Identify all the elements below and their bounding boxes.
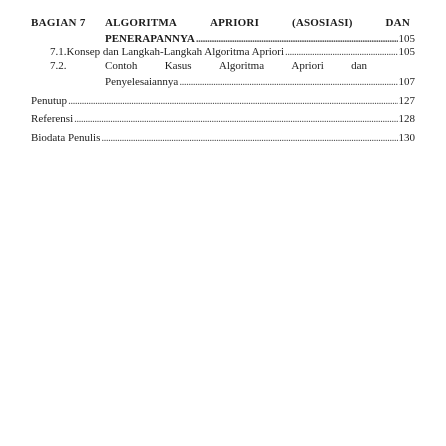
toc-entry xyxy=(50,45,415,59)
section-title-line1 xyxy=(105,59,367,73)
leader-dots xyxy=(101,131,397,145)
toc-entry xyxy=(31,94,415,108)
backmatter-title: Biodata Penulis xyxy=(31,132,101,144)
section-title-word: Apriori xyxy=(291,60,324,72)
page-number: 105 xyxy=(398,33,415,45)
backmatter-title: Referensi xyxy=(31,113,74,125)
page-number: 107 xyxy=(398,76,415,88)
chapter-title-word: DAN xyxy=(385,17,410,29)
chapter-label: BAGIAN 7 xyxy=(31,17,86,29)
toc-entry xyxy=(31,112,415,126)
page-number: 128 xyxy=(398,113,415,125)
leader-dots xyxy=(74,112,397,126)
page-number: 105 xyxy=(398,46,415,58)
section-title: Konsep dan Langkah-Langkah Algoritma Apriori xyxy=(66,46,285,58)
section-title-word: Algoritma xyxy=(218,60,265,72)
backmatter-title: Penutup xyxy=(31,95,68,107)
section-number: 7.2. xyxy=(50,60,67,72)
leader-dots xyxy=(285,45,397,59)
chapter-title-line2 xyxy=(105,32,415,46)
chapter-title-text: PENERAPANNYA xyxy=(105,33,195,45)
leader-dots xyxy=(68,94,397,108)
section-title-line2: Penyelesaiannya xyxy=(105,76,179,88)
section-title-word: Contoh xyxy=(105,60,138,72)
page-number: 127 xyxy=(398,95,415,107)
leader-dots xyxy=(196,32,398,46)
section-title-word: dan xyxy=(351,60,367,72)
leader-dots xyxy=(179,75,397,89)
page-number: 130 xyxy=(398,132,415,144)
chapter-title-word: ALGORITMA xyxy=(105,17,178,29)
chapter-title-line1 xyxy=(105,17,410,29)
chapter-title-word: APRIORI xyxy=(209,17,260,29)
chapter-title-word: (ASOSIASI) xyxy=(291,17,353,29)
toc-entry-continued xyxy=(105,75,415,89)
toc-entry xyxy=(50,59,415,73)
section-number: 7.1. xyxy=(50,46,67,58)
toc-entry xyxy=(31,131,415,145)
section-title-word: Kasus xyxy=(164,60,192,72)
